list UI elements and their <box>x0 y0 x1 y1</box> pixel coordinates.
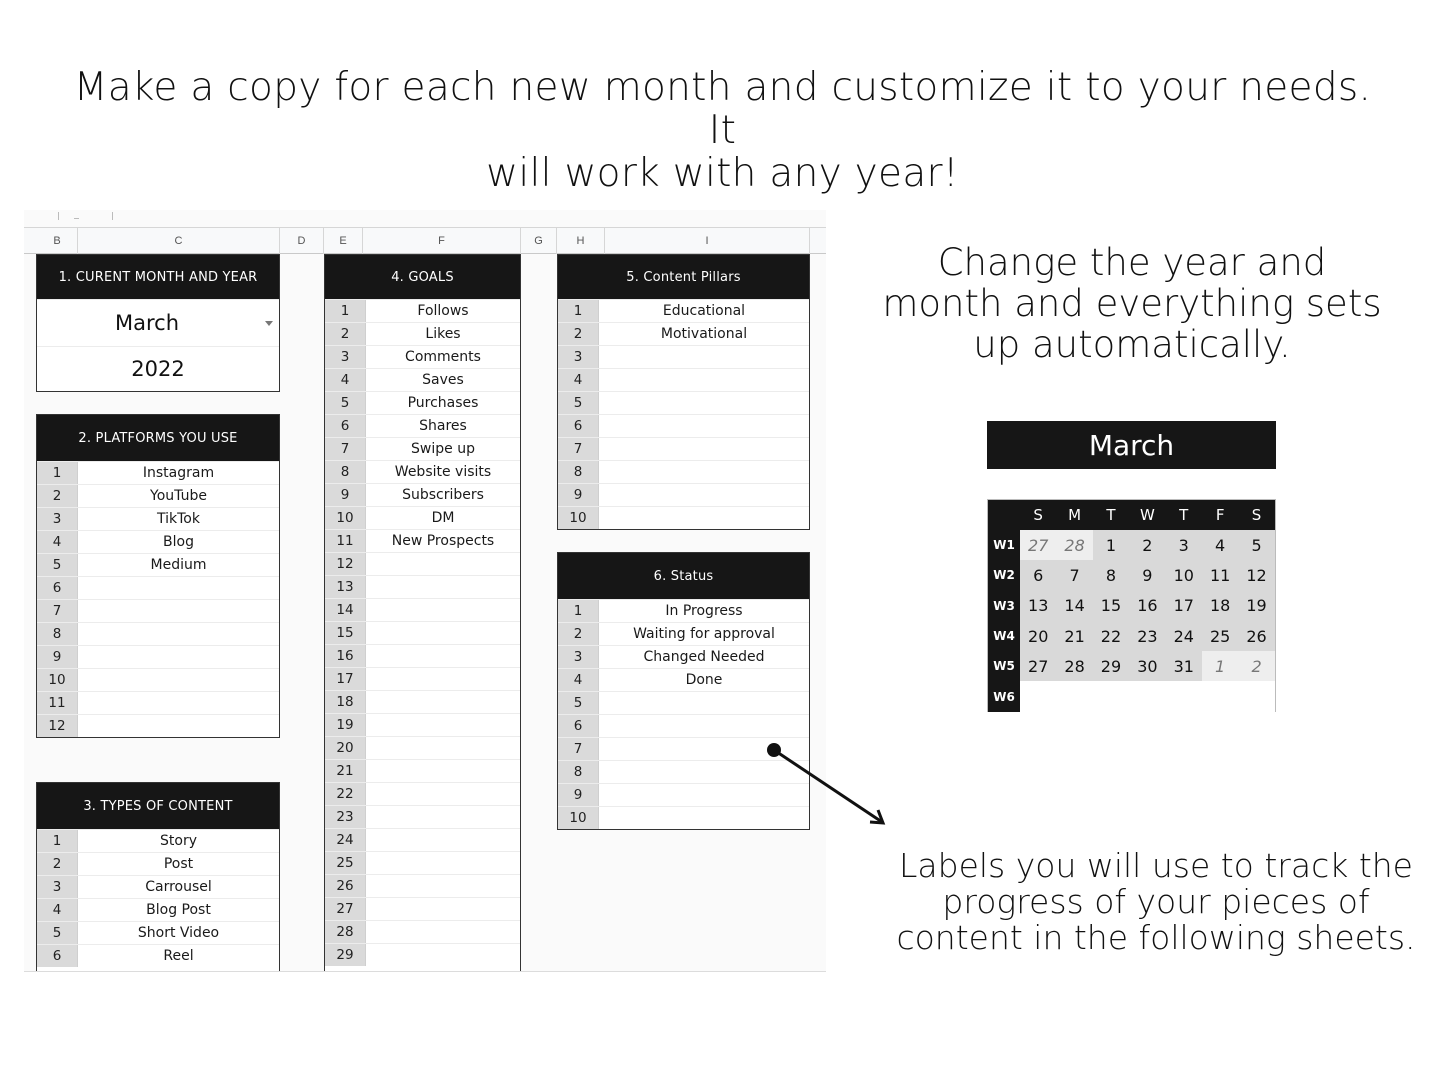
row-number: 20 <box>325 737 366 759</box>
cell-value[interactable]: Website visits <box>394 464 492 480</box>
table-row <box>325 414 520 437</box>
cell-value[interactable] <box>366 829 520 851</box>
calendar-week-row <box>988 560 1275 590</box>
row-number: 5 <box>558 692 599 714</box>
cell-value[interactable]: YouTube <box>150 488 207 504</box>
table-row <box>37 921 279 944</box>
month-year-header: 1. CURENT MONTH AND YEAR <box>37 255 279 299</box>
row-number: 4 <box>558 369 599 391</box>
calendar-day[interactable]: 22 <box>1093 621 1129 651</box>
row-number: 8 <box>558 461 599 483</box>
table-row <box>37 576 279 599</box>
table-row <box>558 460 809 483</box>
table-row <box>325 851 520 874</box>
status-header: 6. Status <box>558 553 809 599</box>
row-number: 5 <box>37 922 78 944</box>
cell-value[interactable]: Motivational <box>660 326 748 342</box>
table-row <box>325 690 520 713</box>
content-pillars-block <box>557 254 810 530</box>
row-number: 8 <box>558 761 599 783</box>
row-number: 8 <box>37 623 78 645</box>
column-header-g[interactable]: G <box>521 228 557 254</box>
cell-value[interactable] <box>366 760 520 782</box>
cell-value[interactable]: Changed Needed <box>643 649 765 665</box>
calendar-day[interactable]: 4 <box>1202 530 1238 560</box>
table-row <box>325 437 520 460</box>
calendar-day[interactable]: 11 <box>1202 560 1238 590</box>
table-row <box>325 598 520 621</box>
weekday-label: M <box>1068 506 1082 524</box>
row-number: 1 <box>37 830 78 852</box>
row-number: 10 <box>558 807 599 829</box>
column-header-d[interactable]: D <box>280 228 324 254</box>
row-number: 22 <box>325 783 366 805</box>
cell-value[interactable]: Carrousel <box>145 879 212 895</box>
cell-value[interactable]: DM <box>431 510 455 526</box>
row-number: 9 <box>37 646 78 668</box>
cell-value[interactable] <box>366 668 520 690</box>
row-number: 7 <box>558 438 599 460</box>
table-row <box>325 644 520 667</box>
row-number: 11 <box>37 692 78 714</box>
pointer-arrow-icon <box>760 735 895 830</box>
table-row <box>37 829 279 852</box>
table-row <box>325 667 520 690</box>
cell-value[interactable] <box>599 346 809 368</box>
table-row <box>37 668 279 691</box>
cell-value[interactable]: Medium <box>150 557 207 573</box>
table-row <box>558 299 809 322</box>
row-number: 2 <box>558 323 599 345</box>
row-number: 25 <box>325 852 366 874</box>
platforms-header: 2. PLATFORMS YOU USE <box>37 415 279 461</box>
column-header-f[interactable]: F <box>363 228 521 254</box>
cell-value[interactable] <box>78 646 279 668</box>
table-row <box>37 599 279 622</box>
table-row <box>325 713 520 736</box>
calendar-day[interactable]: 14 <box>1056 591 1092 621</box>
table-row <box>325 943 520 966</box>
column-header-i[interactable]: I <box>605 228 810 254</box>
row-number: 9 <box>325 484 366 506</box>
row-number: 10 <box>558 507 599 529</box>
row-number: 2 <box>325 323 366 345</box>
cell-value[interactable]: Waiting for approval <box>633 626 775 642</box>
row-number: 4 <box>558 669 599 691</box>
calendar-week-row <box>988 621 1275 651</box>
cell-value[interactable] <box>366 622 520 644</box>
calendar-day[interactable]: 29 <box>1093 651 1129 681</box>
row-number: 12 <box>325 553 366 575</box>
month-select[interactable] <box>37 299 279 346</box>
calendar-day[interactable]: 5 <box>1238 530 1274 560</box>
row-number: 4 <box>37 531 78 553</box>
row-number: 23 <box>325 806 366 828</box>
calendar-day[interactable]: 31 <box>1166 651 1202 681</box>
table-row <box>37 645 279 668</box>
row-number: 27 <box>325 898 366 920</box>
cell-value[interactable]: Blog <box>163 534 194 550</box>
cell-value[interactable] <box>366 691 520 713</box>
row-number: 5 <box>37 554 78 576</box>
calendar-day[interactable]: 25 <box>1202 621 1238 651</box>
table-row <box>325 506 520 529</box>
cell-value[interactable] <box>366 714 520 736</box>
row-number: 19 <box>325 714 366 736</box>
week-label: W2 <box>988 560 1020 590</box>
table-row <box>325 782 520 805</box>
row-number: 11 <box>325 530 366 552</box>
calendar-corner <box>988 500 1020 530</box>
calendar-day[interactable]: 16 <box>1129 591 1165 621</box>
calendar-day[interactable]: 28 <box>1056 530 1092 560</box>
goals-header: 4. GOALS <box>325 255 520 299</box>
row-number: 16 <box>325 645 366 667</box>
calendar-weekday-header <box>988 500 1275 530</box>
row-number: 6 <box>325 415 366 437</box>
cell-value[interactable] <box>366 875 520 897</box>
cell-value[interactable]: Post <box>163 856 194 872</box>
calendar-day[interactable]: 28 <box>1056 651 1092 681</box>
calendar-day[interactable]: 20 <box>1020 621 1056 651</box>
content-types-block <box>36 782 280 972</box>
table-row <box>37 553 279 576</box>
table-row <box>325 391 520 414</box>
year-input[interactable] <box>37 346 279 390</box>
calendar-day[interactable]: 1 <box>1093 530 1129 560</box>
cell-value[interactable]: Likes <box>425 326 461 342</box>
calendar-weeks <box>988 530 1275 712</box>
calendar-day[interactable]: 23 <box>1129 621 1165 651</box>
table-row <box>37 852 279 875</box>
row-number: 7 <box>37 600 78 622</box>
table-row <box>37 898 279 921</box>
table-row <box>325 345 520 368</box>
calendar-month-title: March <box>987 421 1276 469</box>
cell-value[interactable] <box>366 852 520 874</box>
cell-value[interactable]: Story <box>160 833 197 849</box>
calendar-day[interactable]: 27 <box>1020 651 1056 681</box>
cell-value[interactable]: Reel <box>163 948 194 964</box>
row-number: 13 <box>325 576 366 598</box>
table-row <box>558 391 809 414</box>
cell-value[interactable]: Short Video <box>137 925 220 941</box>
table-row <box>37 714 279 737</box>
table-row <box>325 575 520 598</box>
row-number: 15 <box>325 622 366 644</box>
column-header-c[interactable]: C <box>78 228 280 254</box>
calendar-day <box>1129 681 1165 711</box>
calendar-day[interactable]: 17 <box>1166 591 1202 621</box>
table-row <box>37 691 279 714</box>
cell-value[interactable] <box>366 898 520 920</box>
month-year-block <box>36 254 280 392</box>
calendar-day[interactable]: 27 <box>1020 530 1056 560</box>
cell-value[interactable] <box>78 600 279 622</box>
cell-value[interactable]: Shares <box>419 418 467 434</box>
cell-value[interactable] <box>599 415 809 437</box>
chevron-down-icon[interactable] <box>265 321 273 326</box>
calendar-day[interactable]: 13 <box>1020 591 1056 621</box>
cell-value[interactable]: Instagram <box>142 465 215 481</box>
row-number: 6 <box>558 715 599 737</box>
table-row <box>325 299 520 322</box>
table-row <box>325 552 520 575</box>
calendar-day[interactable]: 26 <box>1238 621 1274 651</box>
row-number: 10 <box>325 507 366 529</box>
cell-value[interactable] <box>599 715 809 737</box>
calendar-day <box>1020 681 1056 711</box>
table-row <box>325 736 520 759</box>
row-number: 3 <box>37 876 78 898</box>
cell-value[interactable]: Saves <box>422 372 464 388</box>
table-row <box>325 529 520 552</box>
table-row <box>325 483 520 506</box>
row-number: 10 <box>37 669 78 691</box>
platforms-block <box>36 414 280 738</box>
calendar-day[interactable]: 1 <box>1202 651 1238 681</box>
table-row <box>325 759 520 782</box>
week-label: W4 <box>988 621 1020 651</box>
headline <box>60 66 1385 195</box>
calendar-day[interactable]: 8 <box>1093 560 1129 590</box>
cell-value[interactable] <box>366 599 520 621</box>
table-row <box>558 437 809 460</box>
calendar-day <box>1093 681 1129 711</box>
goals-block <box>324 254 521 972</box>
content-pillars-header: 5. Content Pillars <box>558 255 809 299</box>
column-header-h[interactable]: H <box>557 228 605 254</box>
column-header-row <box>24 227 826 254</box>
calendar-day <box>1056 681 1092 711</box>
toolbar-remnant <box>24 210 826 226</box>
mini-calendar <box>987 499 1276 712</box>
cell-value[interactable] <box>366 645 520 667</box>
cell-value[interactable] <box>599 438 809 460</box>
table-row <box>558 668 809 691</box>
row-number: 14 <box>325 599 366 621</box>
calendar-day[interactable]: 19 <box>1238 591 1274 621</box>
cell-value[interactable] <box>366 944 520 966</box>
cell-value[interactable] <box>78 715 279 737</box>
table-row <box>37 530 279 553</box>
calendar-day[interactable]: 24 <box>1166 621 1202 651</box>
table-row <box>325 368 520 391</box>
cell-value[interactable] <box>599 692 809 714</box>
auto-setup-callout: Change the year and month and everything sets up automatically. <box>882 241 1382 366</box>
table-row <box>37 484 279 507</box>
calendar-day[interactable]: 9 <box>1129 560 1165 590</box>
cell-value[interactable] <box>366 553 520 575</box>
table-row <box>558 345 809 368</box>
row-number: 1 <box>325 300 366 322</box>
status-labels-callout: Labels you will use to track the progress of your pieces of content in the following sheets. <box>896 846 1416 957</box>
table-row <box>558 322 809 345</box>
table-row <box>325 322 520 345</box>
row-number: 12 <box>37 715 78 737</box>
row-number: 2 <box>558 623 599 645</box>
cell-value[interactable] <box>599 484 809 506</box>
table-row <box>325 621 520 644</box>
cell-value[interactable]: Swipe up <box>411 441 475 457</box>
weekday-label: F <box>1215 506 1225 524</box>
column-header-b[interactable]: B <box>37 228 78 254</box>
calendar-day[interactable]: 15 <box>1093 591 1129 621</box>
week-label: W1 <box>988 530 1020 560</box>
row-number: 1 <box>558 300 599 322</box>
row-number: 24 <box>325 829 366 851</box>
column-header-e[interactable]: E <box>324 228 363 254</box>
table-row <box>558 622 809 645</box>
table-row <box>37 944 279 967</box>
content-types-header: 3. TYPES OF CONTENT <box>37 783 279 829</box>
row-number: 2 <box>37 853 78 875</box>
row-number: 21 <box>325 760 366 782</box>
cell-value[interactable] <box>366 783 520 805</box>
headline-line-2: will work with any year! <box>486 151 959 196</box>
calendar-day <box>1166 681 1202 711</box>
cell-value[interactable]: Blog Post <box>146 902 211 918</box>
cell-value[interactable]: Comments <box>405 349 481 365</box>
cell-value[interactable] <box>366 576 520 598</box>
calendar-day[interactable]: 12 <box>1238 560 1274 590</box>
table-row <box>325 874 520 897</box>
cell-value[interactable] <box>366 921 520 943</box>
table-row <box>325 828 520 851</box>
cell-value[interactable] <box>599 507 809 529</box>
calendar-week-row <box>988 530 1275 560</box>
cell-value[interactable] <box>78 669 279 691</box>
headline-line-1: Make a copy for each new month and customize it to your needs. It <box>73 65 1372 153</box>
calendar-week-row <box>988 651 1275 681</box>
table-row <box>325 460 520 483</box>
table-row <box>37 461 279 484</box>
cell-value[interactable] <box>78 623 279 645</box>
table-row <box>558 714 809 737</box>
row-number: 6 <box>558 415 599 437</box>
cell-value[interactable] <box>599 461 809 483</box>
row-number: 1 <box>558 600 599 622</box>
cell-value[interactable]: New Prospects <box>391 533 495 549</box>
month-value: March <box>114 311 179 335</box>
row-number: 18 <box>325 691 366 713</box>
calendar-day[interactable]: 18 <box>1202 591 1238 621</box>
cell-value[interactable] <box>78 577 279 599</box>
cell-value[interactable]: In Progress <box>665 603 743 619</box>
cell-value[interactable]: Purchases <box>407 395 479 411</box>
calendar-day[interactable]: 21 <box>1056 621 1092 651</box>
calendar-day[interactable]: 10 <box>1166 560 1202 590</box>
weekday-label: T <box>1179 506 1189 524</box>
row-number: 3 <box>37 508 78 530</box>
calendar-day <box>1238 681 1274 711</box>
calendar-day[interactable]: 2 <box>1238 651 1274 681</box>
row-number: 4 <box>325 369 366 391</box>
row-number: 8 <box>325 461 366 483</box>
week-label: W5 <box>988 651 1020 681</box>
row-number: 6 <box>37 577 78 599</box>
cell-value[interactable]: Follows <box>417 303 469 319</box>
row-number: 5 <box>558 392 599 414</box>
calendar-day[interactable]: 7 <box>1056 560 1092 590</box>
table-row <box>558 506 809 529</box>
year-value: 2022 <box>131 356 185 381</box>
week-label: W3 <box>988 591 1020 621</box>
table-row <box>558 368 809 391</box>
table-row <box>558 599 809 622</box>
row-number: 17 <box>325 668 366 690</box>
row-number: 7 <box>325 438 366 460</box>
row-number: 1 <box>37 462 78 484</box>
table-row <box>558 691 809 714</box>
row-number: 26 <box>325 875 366 897</box>
cell-value[interactable]: Educational <box>662 303 746 319</box>
calendar-day[interactable]: 2 <box>1129 530 1165 560</box>
weekday-label: S <box>1033 506 1043 524</box>
cell-value[interactable] <box>78 692 279 714</box>
spreadsheet <box>24 210 826 972</box>
week-label: W6 <box>988 681 1020 711</box>
weekday-label: W <box>1139 506 1155 524</box>
cell-value[interactable] <box>366 737 520 759</box>
table-row <box>558 483 809 506</box>
cell-value[interactable] <box>366 806 520 828</box>
table-row <box>37 622 279 645</box>
table-row <box>37 875 279 898</box>
cell-value[interactable] <box>599 369 809 391</box>
calendar-week-row <box>988 681 1275 711</box>
row-number: 5 <box>325 392 366 414</box>
calendar-day[interactable]: 3 <box>1166 530 1202 560</box>
row-number: 28 <box>325 921 366 943</box>
calendar-day[interactable]: 30 <box>1129 651 1165 681</box>
cell-value[interactable]: Subscribers <box>402 487 484 503</box>
table-row <box>325 805 520 828</box>
row-number: 9 <box>558 484 599 506</box>
calendar-day <box>1202 681 1238 711</box>
calendar-day[interactable]: 6 <box>1020 560 1056 590</box>
row-number: 2 <box>37 485 78 507</box>
weekday-label: S <box>1251 506 1262 524</box>
row-number: 9 <box>558 784 599 806</box>
table-row <box>325 920 520 943</box>
row-number: 7 <box>558 738 599 760</box>
row-number: 3 <box>558 646 599 668</box>
table-row <box>558 645 809 668</box>
table-row <box>558 414 809 437</box>
cell-value[interactable]: TikTok <box>157 511 200 527</box>
row-number: 4 <box>37 899 78 921</box>
row-number: 29 <box>325 944 366 966</box>
row-number: 6 <box>37 945 78 967</box>
row-number: 3 <box>325 346 366 368</box>
table-row <box>37 507 279 530</box>
row-number: 3 <box>558 346 599 368</box>
calendar-week-row <box>988 591 1275 621</box>
table-row <box>325 897 520 920</box>
cell-value[interactable] <box>599 392 809 414</box>
cell-value[interactable]: Done <box>685 672 723 688</box>
weekday-label: T <box>1106 506 1116 524</box>
